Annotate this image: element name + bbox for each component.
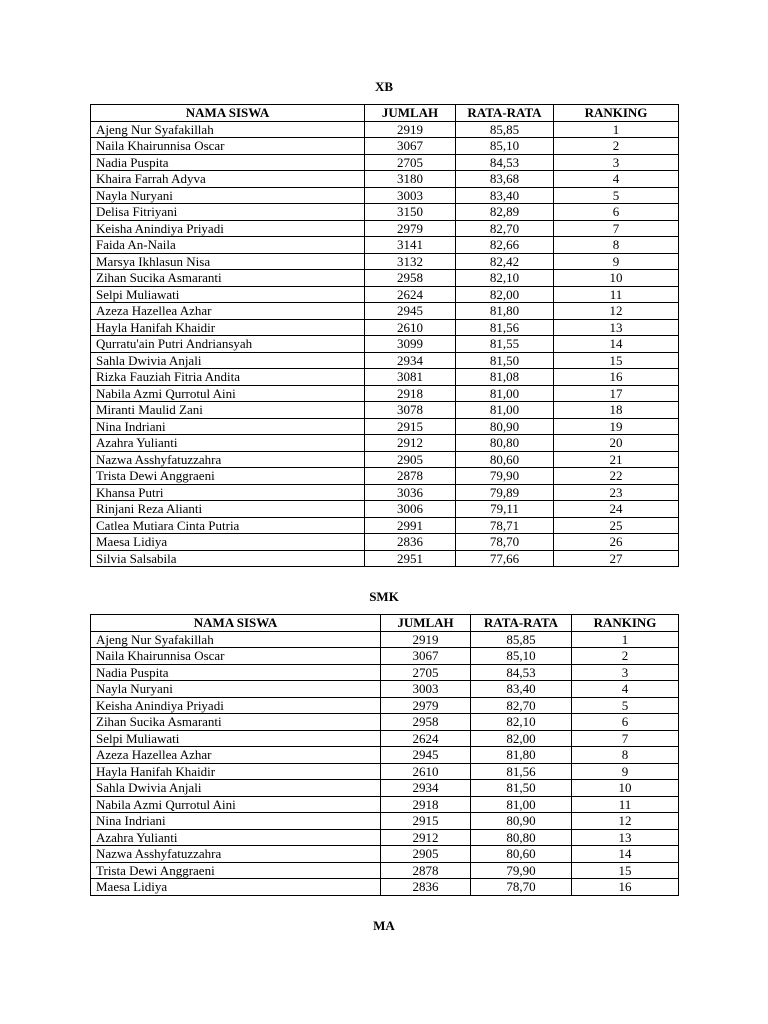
average-cell: 85,85 [471, 631, 572, 648]
average-cell: 80,80 [456, 435, 554, 452]
student-name-cell: Delisa Fitriyani [91, 204, 365, 221]
average-cell: 80,60 [471, 846, 572, 863]
ranking-cell: 1 [554, 121, 679, 138]
student-name-cell: Azeza Hazellea Azhar [91, 747, 381, 764]
total-score-cell: 2918 [381, 796, 471, 813]
ranking-cell: 2 [572, 648, 679, 665]
average-cell: 80,90 [471, 813, 572, 830]
ranking-cell: 15 [572, 862, 679, 879]
total-score-cell: 3006 [365, 501, 456, 518]
total-score-cell: 2958 [381, 714, 471, 731]
student-name-cell: Keisha Anindiya Priyadi [91, 697, 381, 714]
average-cell: 81,55 [456, 336, 554, 353]
table-header-row [91, 615, 679, 632]
header-jumlah: JUMLAH [381, 615, 471, 632]
total-score-cell: 3150 [365, 204, 456, 221]
table-row [91, 154, 679, 171]
table-row [91, 369, 679, 386]
student-name-cell: Selpi Muliawati [91, 286, 365, 303]
student-name-cell: Zihan Sucika Asmaranti [91, 714, 381, 731]
ranking-cell: 11 [554, 286, 679, 303]
total-score-cell: 2912 [365, 435, 456, 452]
section-title-xb: XB [374, 79, 394, 94]
total-score-cell: 3003 [381, 681, 471, 698]
student-name-cell: Nazwa Asshyfatuzzahra [91, 451, 365, 468]
average-cell: 77,66 [456, 550, 554, 567]
table-row [91, 501, 679, 518]
student-name-cell: Sahla Dwivia Anjali [91, 780, 381, 797]
total-score-cell: 2919 [381, 631, 471, 648]
table-row [91, 829, 679, 846]
total-score-cell: 2905 [365, 451, 456, 468]
student-name-cell: Khansa Putri [91, 484, 365, 501]
student-name-cell: Keisha Anindiya Priyadi [91, 220, 365, 237]
table-row [91, 286, 679, 303]
table-row [91, 220, 679, 237]
ranking-cell: 8 [554, 237, 679, 254]
ranking-cell: 15 [554, 352, 679, 369]
average-cell: 85,10 [471, 648, 572, 665]
total-score-cell: 2958 [365, 270, 456, 287]
table-row [91, 796, 679, 813]
student-name-cell: Nazwa Asshyfatuzzahra [91, 846, 381, 863]
ranking-cell: 5 [572, 697, 679, 714]
table-row [91, 846, 679, 863]
total-score-cell: 2979 [365, 220, 456, 237]
student-name-cell: Nayla Nuryani [91, 187, 365, 204]
total-score-cell: 2624 [381, 730, 471, 747]
table-row [91, 138, 679, 155]
total-score-cell: 2945 [365, 303, 456, 320]
student-name-cell: Azeza Hazellea Azhar [91, 303, 365, 320]
total-score-cell: 2951 [365, 550, 456, 567]
average-cell: 80,90 [456, 418, 554, 435]
table-row [91, 813, 679, 830]
table-row [91, 418, 679, 435]
average-cell: 82,10 [471, 714, 572, 731]
ranking-cell: 12 [554, 303, 679, 320]
average-cell: 82,70 [471, 697, 572, 714]
student-name-cell: Qurratu'ain Putri Andriansyah [91, 336, 365, 353]
total-score-cell: 2610 [365, 319, 456, 336]
student-name-cell: Rinjani Reza Alianti [91, 501, 365, 518]
table-row [91, 435, 679, 452]
ranking-cell: 4 [572, 681, 679, 698]
total-score-cell: 3132 [365, 253, 456, 270]
section-title-ma: MA [373, 918, 395, 933]
ranking-cell: 25 [554, 517, 679, 534]
average-cell: 81,56 [471, 763, 572, 780]
ranking-cell: 1 [572, 631, 679, 648]
student-name-cell: Miranti Maulid Zani [91, 402, 365, 419]
student-name-cell: Azahra Yulianti [91, 435, 365, 452]
table-row [91, 270, 679, 287]
average-cell: 79,11 [456, 501, 554, 518]
ranking-cell: 21 [554, 451, 679, 468]
average-cell: 82,10 [456, 270, 554, 287]
student-name-cell: Trista Dewi Anggraeni [91, 468, 365, 485]
header-rata-rata: RATA-RATA [456, 105, 554, 122]
ranking-cell: 3 [572, 664, 679, 681]
total-score-cell: 2836 [381, 879, 471, 896]
table-row [91, 451, 679, 468]
total-score-cell: 3003 [365, 187, 456, 204]
ranking-cell: 7 [554, 220, 679, 237]
student-name-cell: Silvia Salsabila [91, 550, 365, 567]
total-score-cell: 3067 [365, 138, 456, 155]
table-row [91, 319, 679, 336]
average-cell: 83,40 [471, 681, 572, 698]
ranking-cell: 13 [572, 829, 679, 846]
total-score-cell: 2945 [381, 747, 471, 764]
table-row [91, 303, 679, 320]
table-row [91, 171, 679, 188]
average-cell: 82,42 [456, 253, 554, 270]
table-row [91, 550, 679, 567]
table-row [91, 681, 679, 698]
table-row [91, 121, 679, 138]
total-score-cell: 3099 [365, 336, 456, 353]
header-jumlah: JUMLAH [365, 105, 456, 122]
ranking-cell: 26 [554, 534, 679, 551]
table-header-row [91, 105, 679, 122]
student-name-cell: Hayla Hanifah Khaidir [91, 763, 381, 780]
ranking-cell: 10 [554, 270, 679, 287]
ranking-cell: 27 [554, 550, 679, 567]
ranking-cell: 9 [554, 253, 679, 270]
average-cell: 81,08 [456, 369, 554, 386]
average-cell: 81,00 [456, 402, 554, 419]
student-name-cell: Naila Khairunnisa Oscar [91, 648, 381, 665]
total-score-cell: 3180 [365, 171, 456, 188]
total-score-cell: 2836 [365, 534, 456, 551]
student-name-cell: Catlea Mutiara Cinta Putria [91, 517, 365, 534]
table-row [91, 664, 679, 681]
average-cell: 81,80 [471, 747, 572, 764]
section-title-smk: SMK [369, 589, 399, 604]
student-name-cell: Zihan Sucika Asmaranti [91, 270, 365, 287]
table-row [91, 336, 679, 353]
ranking-cell: 2 [554, 138, 679, 155]
average-cell: 78,70 [471, 879, 572, 896]
average-cell: 83,68 [456, 171, 554, 188]
average-cell: 85,10 [456, 138, 554, 155]
total-score-cell: 2878 [381, 862, 471, 879]
average-cell: 81,56 [456, 319, 554, 336]
ranking-cell: 18 [554, 402, 679, 419]
student-name-cell: Hayla Hanifah Khaidir [91, 319, 365, 336]
average-cell: 80,60 [456, 451, 554, 468]
table-row [91, 879, 679, 896]
average-cell: 84,53 [456, 154, 554, 171]
average-cell: 81,50 [456, 352, 554, 369]
ranking-cell: 8 [572, 747, 679, 764]
table-row [91, 402, 679, 419]
average-cell: 82,66 [456, 237, 554, 254]
student-name-cell: Trista Dewi Anggraeni [91, 862, 381, 879]
total-score-cell: 3067 [381, 648, 471, 665]
student-name-cell: Nina Indriani [91, 418, 365, 435]
average-cell: 82,00 [456, 286, 554, 303]
ranking-cell: 9 [572, 763, 679, 780]
ranking-cell: 14 [554, 336, 679, 353]
average-cell: 80,80 [471, 829, 572, 846]
student-name-cell: Marsya Ikhlasun Nisa [91, 253, 365, 270]
student-name-cell: Sahla Dwivia Anjali [91, 352, 365, 369]
total-score-cell: 3141 [365, 237, 456, 254]
student-name-cell: Azahra Yulianti [91, 829, 381, 846]
student-name-cell: Ajeng Nur Syafakillah [91, 631, 381, 648]
student-name-cell: Nabila Azmi Qurrotul Aini [91, 385, 365, 402]
student-name-cell: Nadia Puspita [91, 154, 365, 171]
average-cell: 85,85 [456, 121, 554, 138]
table-row [91, 697, 679, 714]
ranking-cell: 6 [572, 714, 679, 731]
ranking-table-smk [90, 614, 679, 896]
average-cell: 81,00 [471, 796, 572, 813]
average-cell: 79,90 [456, 468, 554, 485]
total-score-cell: 2915 [365, 418, 456, 435]
ranking-cell: 16 [572, 879, 679, 896]
average-cell: 78,70 [456, 534, 554, 551]
total-score-cell: 3036 [365, 484, 456, 501]
header-nama-siswa: NAMA SISWA [91, 615, 381, 632]
average-cell: 83,40 [456, 187, 554, 204]
total-score-cell: 2991 [365, 517, 456, 534]
average-cell: 79,90 [471, 862, 572, 879]
total-score-cell: 2610 [381, 763, 471, 780]
ranking-cell: 7 [572, 730, 679, 747]
header-ranking: RANKING [554, 105, 679, 122]
table-row [91, 714, 679, 731]
student-name-cell: Selpi Muliawati [91, 730, 381, 747]
ranking-cell: 5 [554, 187, 679, 204]
ranking-cell: 20 [554, 435, 679, 452]
ranking-cell: 16 [554, 369, 679, 386]
student-name-cell: Faida An-Naila [91, 237, 365, 254]
average-cell: 84,53 [471, 664, 572, 681]
header-rata-rata: RATA-RATA [471, 615, 572, 632]
total-score-cell: 3078 [365, 402, 456, 419]
table-row [91, 517, 679, 534]
total-score-cell: 2918 [365, 385, 456, 402]
table-row [91, 484, 679, 501]
table-row [91, 631, 679, 648]
ranking-cell: 12 [572, 813, 679, 830]
total-score-cell: 2934 [381, 780, 471, 797]
ranking-cell: 10 [572, 780, 679, 797]
ranking-cell: 23 [554, 484, 679, 501]
ranking-cell: 3 [554, 154, 679, 171]
total-score-cell: 2705 [365, 154, 456, 171]
student-name-cell: Maesa Lidiya [91, 534, 365, 551]
ranking-cell: 19 [554, 418, 679, 435]
table-row [91, 780, 679, 797]
table-row [91, 385, 679, 402]
average-cell: 81,50 [471, 780, 572, 797]
table-row [91, 747, 679, 764]
table-row [91, 648, 679, 665]
header-nama-siswa: NAMA SISWA [91, 105, 365, 122]
table-row [91, 237, 679, 254]
table-row [91, 862, 679, 879]
header-ranking: RANKING [572, 615, 679, 632]
average-cell: 82,89 [456, 204, 554, 221]
table-row [91, 253, 679, 270]
table-row [91, 468, 679, 485]
ranking-cell: 11 [572, 796, 679, 813]
ranking-cell: 6 [554, 204, 679, 221]
total-score-cell: 2919 [365, 121, 456, 138]
average-cell: 81,80 [456, 303, 554, 320]
table-row [91, 352, 679, 369]
student-name-cell: Ajeng Nur Syafakillah [91, 121, 365, 138]
total-score-cell: 2705 [381, 664, 471, 681]
student-name-cell: Rizka Fauziah Fitria Andita [91, 369, 365, 386]
ranking-table-xb [90, 104, 679, 567]
ranking-cell: 14 [572, 846, 679, 863]
table-row [91, 730, 679, 747]
table-row [91, 763, 679, 780]
average-cell: 78,71 [456, 517, 554, 534]
table-row [91, 534, 679, 551]
total-score-cell: 2979 [381, 697, 471, 714]
total-score-cell: 2934 [365, 352, 456, 369]
student-name-cell: Khaira Farrah Adyva [91, 171, 365, 188]
student-name-cell: Maesa Lidiya [91, 879, 381, 896]
student-name-cell: Nina Indriani [91, 813, 381, 830]
ranking-cell: 22 [554, 468, 679, 485]
total-score-cell: 2912 [381, 829, 471, 846]
average-cell: 82,70 [456, 220, 554, 237]
table-row [91, 204, 679, 221]
average-cell: 81,00 [456, 385, 554, 402]
ranking-cell: 13 [554, 319, 679, 336]
ranking-cell: 4 [554, 171, 679, 188]
student-name-cell: Nayla Nuryani [91, 681, 381, 698]
student-name-cell: Nabila Azmi Qurrotul Aini [91, 796, 381, 813]
total-score-cell: 2624 [365, 286, 456, 303]
total-score-cell: 3081 [365, 369, 456, 386]
ranking-cell: 24 [554, 501, 679, 518]
total-score-cell: 2915 [381, 813, 471, 830]
average-cell: 79,89 [456, 484, 554, 501]
total-score-cell: 2878 [365, 468, 456, 485]
ranking-cell: 17 [554, 385, 679, 402]
table-row [91, 187, 679, 204]
student-name-cell: Naila Khairunnisa Oscar [91, 138, 365, 155]
average-cell: 82,00 [471, 730, 572, 747]
student-name-cell: Nadia Puspita [91, 664, 381, 681]
total-score-cell: 2905 [381, 846, 471, 863]
